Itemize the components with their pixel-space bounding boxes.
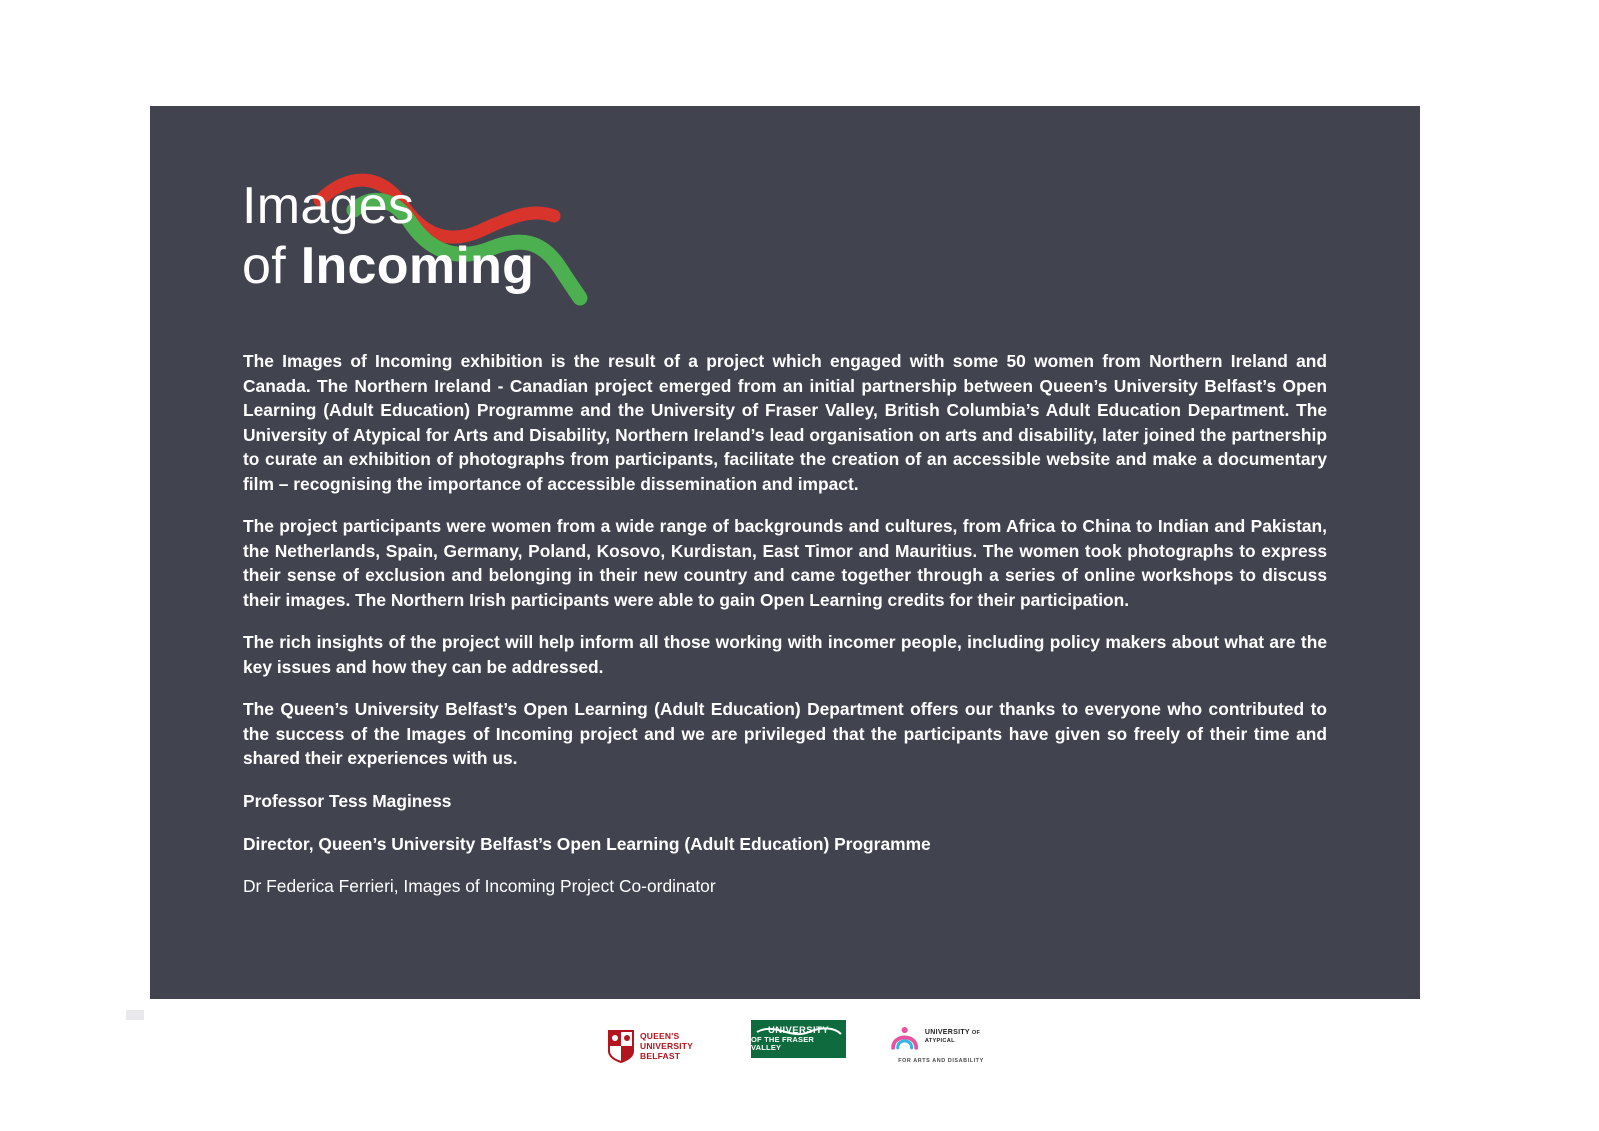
ufv-line-2: OF THE FRASER VALLEY xyxy=(751,1034,815,1053)
paragraph-1: The Images of Incoming exhibition is the result of a project which engaged with some 50 women from Northern Ireland and Canada. The Northern Ireland - Canadian project emerged from an initial partnership between Queen’s University Belfast’s Open Learning (Adult Education) Programme and the University of Fraser Valley, British Columbia’s Adult Education Department. The University of Atypical for Arts and Disability, Northern Ireland’s lead organisation on arts and disability, later joined the partnership to curate an exhibition of photographs from participants, facilitate the creation of an accessible website and make a documentary film – recognising the importance of accessible dissemination and impact. xyxy=(243,351,1327,494)
logo-wordmark xyxy=(242,178,534,294)
signature-title: Director, Queen’s University Belfast’s Open Learning (Adult Education) Programme xyxy=(243,833,931,854)
footer-logos xyxy=(0,1020,1599,1105)
paragraph-3: The rich insights of the project will help inform all those working with incomer people, including policy makers about what are the key issues and how they can be addressed. xyxy=(243,632,1327,677)
paragraph-4: The Queen’s University Belfast’s Open Learning (Adult Education) Department offers our thanks to everyone who contributed to the success of the Images of Incoming project and we are privileged that the participants have given so freely of their time and shared their experiences with us. xyxy=(243,699,1327,769)
ufv-line-1: UNIVERSITY xyxy=(767,1024,829,1036)
paragraph-2: The project participants were women from a wide range of backgrounds and cultures, from Africa to China to Indian and Pakistan, the Netherlands, Spain, Germany, Poland, Kosovo, Kurdistan, East Timor and Mauritius. The women took photographs to express their sense of exclusion and belonging in their new country and came together through a series of online workshops to discuss their images. The Northern Irish participants were able to gain Open Learning credits for their participation. xyxy=(243,516,1327,610)
corner-artifact xyxy=(126,1010,144,1020)
signature-name: Professor Tess Maginess xyxy=(243,790,452,811)
atypical-arch-icon xyxy=(890,1021,921,1053)
queens-shield-icon xyxy=(607,1029,635,1063)
logo-queens-university-belfast xyxy=(607,1020,707,1072)
content-panel xyxy=(150,106,1420,999)
logo-university-of-the-fraser-valley xyxy=(751,1020,846,1058)
atypical-line-1: UNIVERSITY xyxy=(924,1028,970,1036)
atypical-wordmark xyxy=(925,1029,992,1046)
images-of-incoming-logo xyxy=(242,142,622,302)
queens-wordmark xyxy=(640,1031,693,1061)
atypical-tagline: FOR ARTS AND DISABILITY xyxy=(898,1058,984,1064)
logo-university-of-atypical xyxy=(890,1020,992,1072)
logo-line-1: Images xyxy=(242,177,415,235)
atypical-line-2: OF ATYPICAL xyxy=(924,1029,981,1045)
queens-line-3: BELFAST xyxy=(640,1051,681,1061)
queens-line-2: UNIVERSITY xyxy=(640,1040,694,1051)
atypical-mark xyxy=(890,1020,992,1054)
queens-line-1: QUEEN'S xyxy=(640,1030,680,1041)
fraser-valley-swoosh-icon xyxy=(751,1020,846,1058)
logo-line-2 xyxy=(242,238,534,294)
signature-coordinator: Dr Federica Ferrieri, Images of Incoming Project Co-ordinator xyxy=(243,876,716,897)
logo-line-2-bold: Incoming xyxy=(300,237,535,296)
document-body xyxy=(243,349,1327,917)
logo-line-2-prefix: of xyxy=(242,237,301,296)
